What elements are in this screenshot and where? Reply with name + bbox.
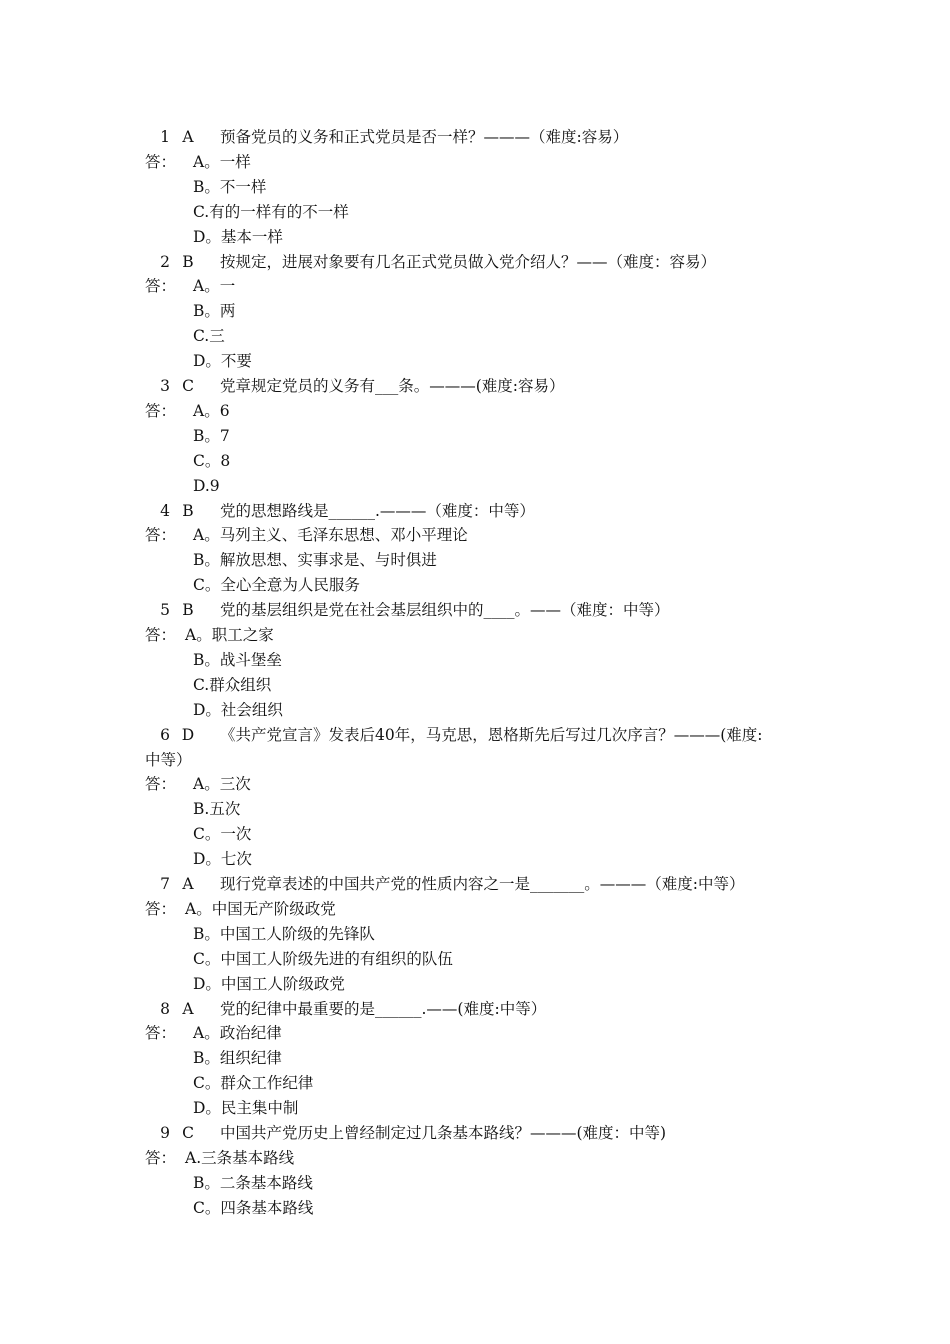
answer-label: 答： xyxy=(145,401,177,420)
answer-option: A。职工之家 xyxy=(185,626,274,644)
answer-option: A。三次 xyxy=(193,775,251,794)
answer-option: D。基本一样 xyxy=(193,227,283,246)
correct-answer: C xyxy=(182,377,194,395)
answer-option: B。解放思想、实事求是、与时俱进 xyxy=(193,551,437,570)
correct-answer: C xyxy=(182,1124,194,1142)
question-text: 现行党章表述的中国共产党的性质内容之一是_______。———（难度:中等） xyxy=(220,875,745,893)
answer-option: B。中国工人阶级的先锋队 xyxy=(193,924,375,943)
answer-option: C。全心全意为人民服务 xyxy=(193,576,360,595)
question-text: 《共产党宣言》发表后40年，马克思，恩格斯先后写过几次序言？———(难度: xyxy=(220,725,763,744)
answer-option: B。二条基本路线 xyxy=(193,1173,313,1192)
answer-label: 答： xyxy=(145,526,177,545)
answer-option: C.有的一样有的不一样 xyxy=(193,202,349,221)
correct-answer: A xyxy=(182,999,194,1018)
question-number: 9 xyxy=(160,1124,170,1142)
answer-option: B.五次 xyxy=(193,800,241,819)
answer-label: 答： xyxy=(145,152,177,171)
question-text: 党的思想路线是______.———（难度：中等） xyxy=(220,501,535,520)
question-text: 党章规定党员的义务有___条。———(难度:容易） xyxy=(220,377,565,395)
answer-label: 答： xyxy=(145,899,177,918)
question-number: 1 xyxy=(160,128,170,146)
question-number: 6 xyxy=(160,725,170,744)
question-number: 2 xyxy=(160,252,170,271)
answer-option: D。民主集中制 xyxy=(193,1099,299,1118)
answer-label: 答： xyxy=(145,1148,177,1167)
answer-option: C。群众工作纪律 xyxy=(193,1074,314,1093)
question-number: 5 xyxy=(160,601,170,620)
answer-option: C.群众组织 xyxy=(193,675,272,694)
answer-option: A。中国无产阶级政党 xyxy=(185,899,336,918)
answer-label: 答： xyxy=(145,775,177,794)
answer-option: B。7 xyxy=(193,426,230,445)
correct-answer: A xyxy=(182,128,194,146)
answer-option: D.9 xyxy=(193,476,220,495)
question-number: 3 xyxy=(160,377,170,395)
answer-option: C。四条基本路线 xyxy=(193,1198,314,1217)
answer-option: A。一 xyxy=(193,277,236,296)
correct-answer: A xyxy=(182,875,194,893)
question-number: 4 xyxy=(160,501,170,520)
correct-answer: D xyxy=(181,725,195,744)
answer-option: C。中国工人阶级先进的有组织的队伍 xyxy=(193,949,453,968)
answer-label: 答： xyxy=(145,626,177,644)
question-number: 7 xyxy=(160,875,170,893)
answer-option: A。马列主义、毛泽东思想、邓小平理论 xyxy=(193,526,468,545)
answer-option: A。6 xyxy=(193,401,230,420)
answer-option: A.三条基本路线 xyxy=(185,1148,295,1167)
question-text: 党的纪律中最重要的是______.——(难度:中等） xyxy=(220,999,547,1018)
answer-option: D。七次 xyxy=(193,850,252,869)
question-text-continuation: 中等） xyxy=(145,750,192,769)
answer-option: B。战斗堡垒 xyxy=(193,650,282,669)
answer-label: 答： xyxy=(145,1024,177,1043)
answer-option: B。不一样 xyxy=(193,177,267,196)
question-text: 预备党员的义务和正式党员是否一样？———（难度:容易） xyxy=(220,128,629,146)
answer-option: D。中国工人阶级政党 xyxy=(193,974,345,993)
question-number: 8 xyxy=(160,999,170,1018)
answer-option: A。一样 xyxy=(193,152,251,171)
correct-answer: B xyxy=(182,252,194,271)
answer-option: D。社会组织 xyxy=(193,700,283,719)
answer-label: 答： xyxy=(145,277,177,296)
answer-option: D。不要 xyxy=(193,352,252,371)
answer-option: B。两 xyxy=(193,302,236,321)
question-text: 党的基层组织是党在社会基层组织中的____。——（难度：中等） xyxy=(220,601,670,620)
answer-option: B。组织纪律 xyxy=(193,1049,282,1068)
answer-option: A。政治纪律 xyxy=(193,1024,282,1043)
correct-answer: B xyxy=(182,501,194,520)
answer-option: C。8 xyxy=(193,451,231,470)
answer-option: C。一次 xyxy=(193,825,252,844)
question-text: 中国共产党历史上曾经制定过几条基本路线？———(难度：中等) xyxy=(220,1124,667,1142)
correct-answer: B xyxy=(182,601,194,620)
answer-option: C.三 xyxy=(193,327,225,346)
question-text: 按规定，进展对象要有几名正式党员做入党介绍人？——（难度：容易） xyxy=(220,252,717,271)
